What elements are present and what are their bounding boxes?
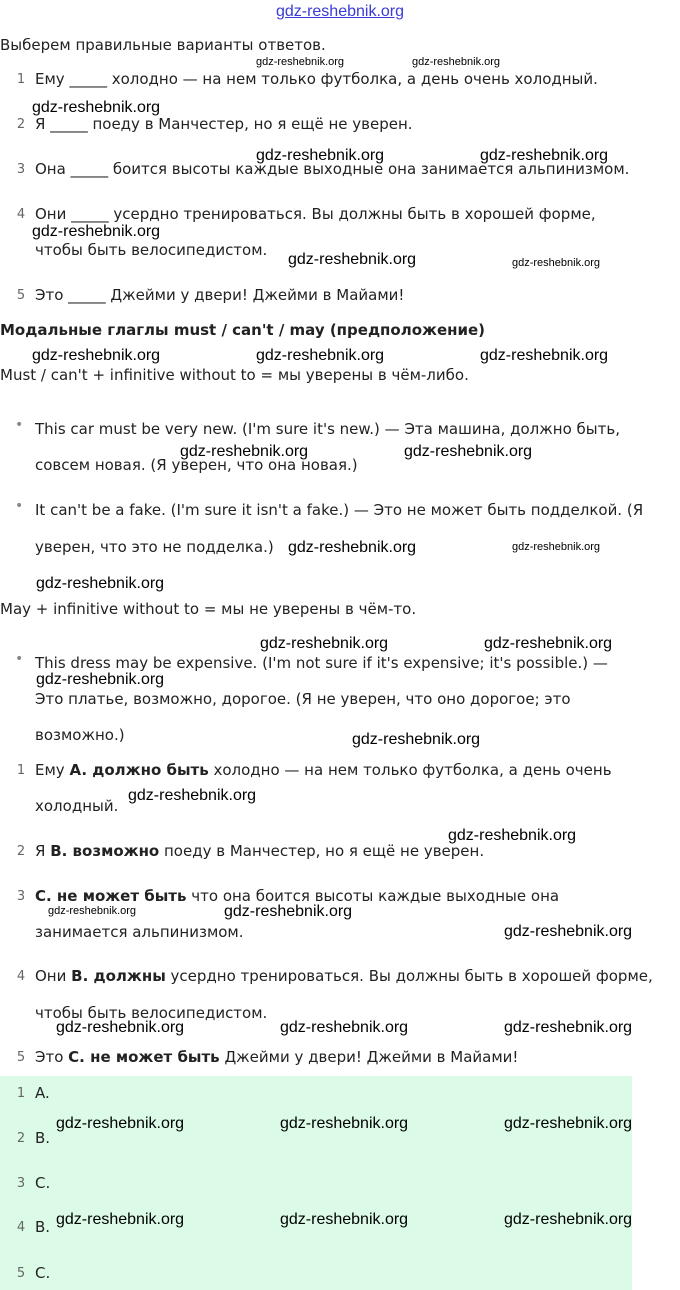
example-text: This dress may be expensive. (I'm not sure if it's expensive; it's possible.) — <box>35 654 608 672</box>
short-answer-number: 3 <box>16 1176 26 1191</box>
short-answer-number: 2 <box>16 1131 26 1146</box>
watermark: gdz-reshebnik.org <box>256 347 385 364</box>
question-text: Я _____ поеду в Манчестер, но я ещё не уверен. <box>35 115 413 133</box>
example-text: совсем новая. (Я уверен, что она новая.) <box>35 456 358 474</box>
rule-must: Must / can't + infinitive without to = мы уверены в чём-либо. <box>0 366 469 384</box>
watermark: gdz-reshebnik.org <box>404 443 533 460</box>
watermark: gdz-reshebnik.org <box>448 827 577 844</box>
watermark: gdz-reshebnik.org <box>180 443 309 460</box>
short-answer-number: 1 <box>16 1086 26 1101</box>
bullet-icon <box>14 505 22 513</box>
watermark: gdz-reshebnik.org <box>504 1115 633 1132</box>
answer-text: Ему A. должно быть холодно — на нем только футболка, а день очень <box>35 761 612 779</box>
question-text: чтобы быть велосипедистом. <box>35 241 268 259</box>
question-text: Ему _____ холодно — на нем только футболка, а день очень холодный. <box>35 70 598 88</box>
short-answer-value: A. <box>35 1084 50 1102</box>
answer-text: чтобы быть велосипедистом. <box>35 1004 268 1022</box>
watermark: gdz-reshebnik.org <box>288 251 417 268</box>
short-answer-value: C. <box>35 1264 51 1282</box>
watermark: gdz-reshebnik.org <box>288 539 417 556</box>
example-text: возможно.) <box>35 726 125 744</box>
watermark: gdz-reshebnik.org <box>480 147 609 164</box>
watermark: gdz-reshebnik.org <box>352 731 481 748</box>
watermark: gdz-reshebnik.org <box>32 347 161 364</box>
question-number: 1 <box>16 72 26 87</box>
watermark: gdz-reshebnik.org <box>56 1019 185 1036</box>
watermark: gdz-reshebnik.org <box>504 923 633 940</box>
question-text: Они _____ усердно тренироваться. Вы должны быть в хорошей форме, <box>35 205 596 223</box>
answer-number: 2 <box>16 844 26 859</box>
example-text: уверен, что это не подделка.) <box>35 538 274 556</box>
short-answer-number: 5 <box>16 1266 26 1281</box>
watermark: gdz-reshebnik.org <box>32 99 161 116</box>
question-number: 3 <box>16 162 26 177</box>
bullet-icon <box>14 658 22 666</box>
question-number: 2 <box>16 117 26 132</box>
watermark: gdz-reshebnik.org <box>36 671 165 688</box>
short-answer-value: B. <box>35 1129 51 1147</box>
short-answer-value: B. <box>35 1218 51 1236</box>
rule-may: May + infinitive without to = мы не уверены в чём-то. <box>0 600 417 618</box>
question-text: Это _____ Джейми у двери! Джейми в Майами! <box>35 286 405 304</box>
answer-text: Я B. возможно поеду в Манчестер, но я ещё не уверен. <box>35 842 485 860</box>
rule-heading: Модальные глаглы must / can't / may (предположение) <box>0 321 486 339</box>
example-text: Это платье, возможно, дорогое. (Я не уверен, что оно дорогое; это <box>35 690 571 708</box>
short-answer-value: C. <box>35 1174 51 1192</box>
answer-number: 3 <box>16 889 26 904</box>
watermark: gdz-reshebnik.org <box>484 635 613 652</box>
question-number: 5 <box>16 288 26 303</box>
question-number: 4 <box>16 207 26 222</box>
watermark: gdz-reshebnik.org <box>412 56 501 68</box>
question-text: Она _____ боится высоты каждые выходные она занимается альпинизмом. <box>35 160 630 178</box>
bullet-icon <box>14 424 22 432</box>
answer-text: холодный. <box>35 797 119 815</box>
answer-text: Они B. должны усердно тренироваться. Вы должны быть в хорошей форме, <box>35 967 653 985</box>
watermark: gdz-reshebnik.org <box>280 1019 409 1036</box>
watermark: gdz-reshebnik.org <box>56 1115 185 1132</box>
answer-text: занимается альпинизмом. <box>35 923 244 941</box>
watermark: gdz-reshebnik.org <box>224 903 353 920</box>
watermark: gdz-reshebnik.org <box>256 56 345 68</box>
example-text: This car must be very new. (I'm sure it's new.) — Эта машина, должно быть, <box>35 420 620 438</box>
watermark: gdz-reshebnik.org <box>504 1211 633 1228</box>
watermark: gdz-reshebnik.org <box>280 1115 409 1132</box>
answer-number: 4 <box>16 969 26 984</box>
site-title-link[interactable]: gdz-reshebnik.org <box>275 3 405 20</box>
watermark: gdz-reshebnik.org <box>56 1211 185 1228</box>
watermark: gdz-reshebnik.org <box>260 635 389 652</box>
watermark: gdz-reshebnik.org <box>128 787 257 804</box>
intro-text: Выберем правильные варианты ответов. <box>0 36 326 54</box>
answer-text: C. не может быть что она боится высоты каждые выходные она <box>35 887 560 905</box>
watermark: gdz-reshebnik.org <box>280 1211 409 1228</box>
answer-highlight-block <box>0 1076 632 1290</box>
watermark: gdz-reshebnik.org <box>36 575 165 592</box>
watermark: gdz-reshebnik.org <box>48 905 137 917</box>
watermark: gdz-reshebnik.org <box>480 347 609 364</box>
watermark: gdz-reshebnik.org <box>512 257 601 269</box>
short-answer-number: 4 <box>16 1220 26 1235</box>
watermark: gdz-reshebnik.org <box>504 1019 633 1036</box>
watermark: gdz-reshebnik.org <box>256 147 385 164</box>
answer-number: 5 <box>16 1050 26 1065</box>
watermark: gdz-reshebnik.org <box>512 541 601 553</box>
example-text: It can't be a fake. (I'm sure it isn't a fake.) — Это не может быть подделкой. (Я <box>35 501 644 519</box>
watermark: gdz-reshebnik.org <box>32 223 161 240</box>
answer-number: 1 <box>16 763 26 778</box>
answer-text: Это C. не может быть Джейми у двери! Джейми в Майами! <box>35 1048 519 1066</box>
